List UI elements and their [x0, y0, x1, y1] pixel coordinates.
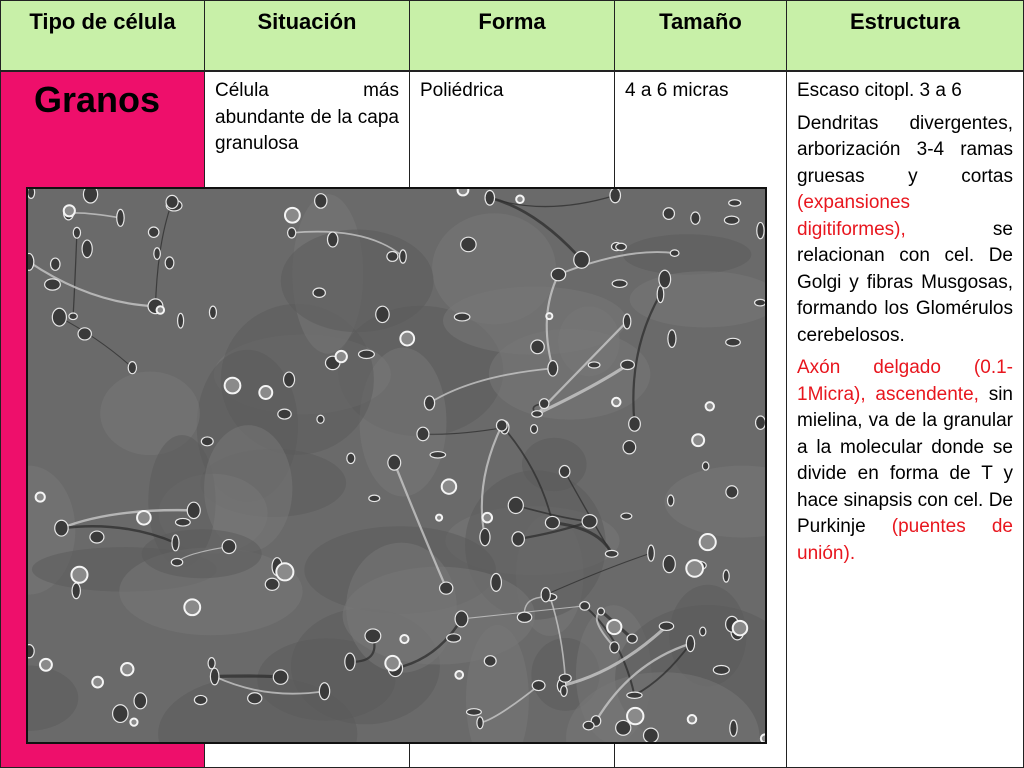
micrograph-drawing — [28, 189, 765, 742]
estructura-p1: Escaso citopl. 3 a 6 — [797, 80, 962, 101]
cell-tipo: Granos — [0, 71, 205, 768]
micrograph-image — [26, 187, 767, 744]
header-estructura: Estructura — [786, 0, 1024, 71]
cell-estructura — [786, 71, 1024, 768]
estructura-p2-text: Dendritas divergentes, arborización 3-4 ramas gruesas y cortas — [797, 112, 1013, 187]
estructura-p3 — [797, 355, 1013, 567]
header-tamano: Tamaño — [614, 0, 787, 71]
estructura-p3-text: sin mielina, va de la granular a la molecular donde se divide en forma de T y hace sinapsis con cel. De Purkinje — [797, 383, 1013, 537]
cell-forma: Poliédrica — [409, 71, 615, 768]
estructura-p3-highlight-b: (puentes de unión). — [797, 516, 1013, 564]
header-situacion: Situación — [204, 0, 410, 71]
cell-situacion: Célula más abundante de la capa granulosa — [204, 71, 410, 768]
estructura-p3-highlight: Axón delgado (0.1-1Micra), ascendente, — [797, 357, 1013, 405]
estructura-p2 — [797, 111, 1013, 350]
cell-tamano: 4 a 6 micras — [614, 71, 787, 768]
header-tipo: Tipo de célula — [0, 0, 205, 71]
header-forma: Forma — [409, 0, 615, 71]
estructura-p2-highlight: (expansiones digitiformes), — [797, 192, 911, 240]
estructura-p2-text-b: se relacionan con cel. De Golgi y fibras Musgosas, formando los Glomérulos cerebelosos. — [797, 218, 1013, 346]
